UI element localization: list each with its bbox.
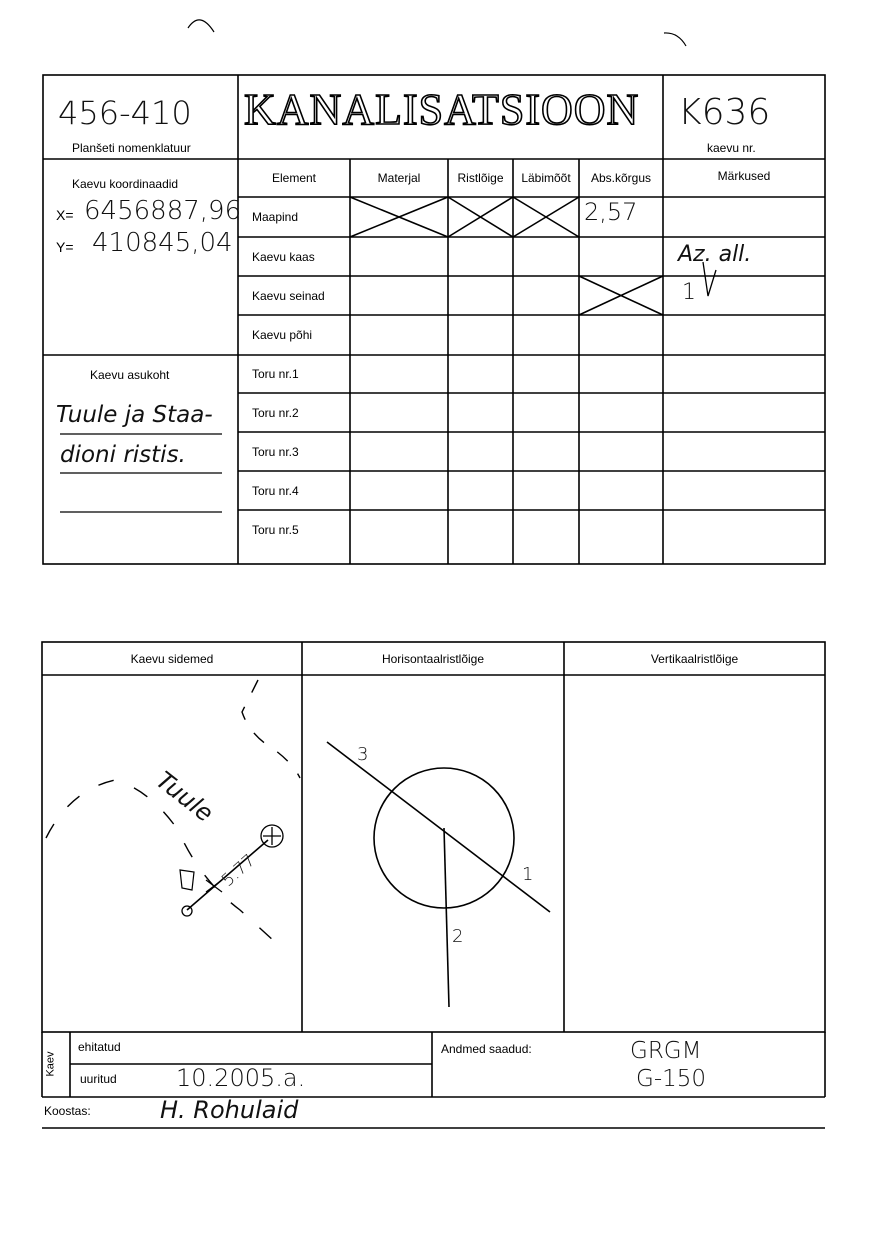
header-diameter: Läbimõõt bbox=[521, 171, 571, 185]
col-header-vertical: Vertikaalristlõige bbox=[650, 652, 739, 666]
row-label-kaevu-kaas: Kaevu kaas bbox=[252, 250, 315, 264]
data-from-line-2: G-150 bbox=[636, 1066, 707, 1092]
row-label-toru-3: Toru nr.3 bbox=[252, 445, 299, 459]
composer-label: Koostas: bbox=[44, 1104, 91, 1118]
distance-label: 5.77 bbox=[218, 850, 260, 891]
location-line-2: dioni ristis. bbox=[60, 442, 186, 468]
coords-label: Kaevu koordinaadid bbox=[72, 177, 179, 191]
location-line-1: Tuule ja Staa- bbox=[56, 402, 213, 428]
header-material: Materjal bbox=[377, 171, 421, 185]
row-label-toru-4: Toru nr.4 bbox=[252, 484, 299, 498]
pipe-1-label: 1 bbox=[522, 864, 534, 885]
row-label-maapind: Maapind bbox=[252, 210, 299, 224]
row-label-kaevu-pohi: Kaevu põhi bbox=[252, 328, 313, 342]
x-value: 6456887,96 bbox=[84, 196, 242, 226]
y-value: 410845,04 bbox=[92, 228, 233, 258]
composer-value: H. Rohulaid bbox=[160, 1096, 299, 1124]
col-header-horizontal: Horisontaalristlõige bbox=[381, 652, 485, 666]
data-from-label: Andmed saadud: bbox=[441, 1042, 532, 1056]
plan-number: 456-410 bbox=[58, 94, 192, 132]
row-label-toru-5: Toru nr.5 bbox=[252, 523, 299, 537]
street-label: Tuule bbox=[150, 766, 219, 828]
x-label: X= bbox=[56, 207, 74, 223]
well-label: kaevu nr. bbox=[707, 141, 756, 155]
pipe-3-label: 3 bbox=[357, 744, 369, 765]
abs-value-maapind: 2,57 bbox=[584, 198, 638, 226]
well-number: K636 bbox=[678, 92, 771, 133]
card-title: KANALISATSIOON bbox=[244, 85, 640, 134]
header-cross-section: Ristlõige bbox=[457, 171, 504, 185]
row-label-toru-1: Toru nr.1 bbox=[252, 367, 299, 381]
side-label-kaev: Kaev bbox=[44, 1051, 57, 1077]
y-label: Y= bbox=[56, 239, 74, 255]
header-abs-height: Abs.kõrgus bbox=[590, 171, 652, 185]
note-kaevu-seinad: 1 bbox=[682, 280, 696, 305]
location-label: Kaevu asukoht bbox=[90, 368, 170, 382]
header-element: Element bbox=[271, 171, 317, 185]
surveyed-label: uuritud bbox=[80, 1072, 117, 1086]
data-from-line-1: GRGM bbox=[630, 1038, 702, 1064]
built-label: ehitatud bbox=[78, 1040, 121, 1054]
row-label-kaevu-seinad: Kaevu seinad bbox=[252, 289, 325, 303]
pipe-2-label: 2 bbox=[452, 926, 464, 947]
plan-label: Planšeti nomenklatuur bbox=[72, 141, 191, 155]
note-kaevu-kaas: Az. all. bbox=[678, 242, 752, 267]
header-notes: Märkused bbox=[717, 169, 771, 183]
col-header-sidemed: Kaevu sidemed bbox=[130, 652, 214, 666]
surveyed-value: 10.2005.a. bbox=[176, 1064, 306, 1092]
row-label-toru-2: Toru nr.2 bbox=[252, 406, 299, 420]
